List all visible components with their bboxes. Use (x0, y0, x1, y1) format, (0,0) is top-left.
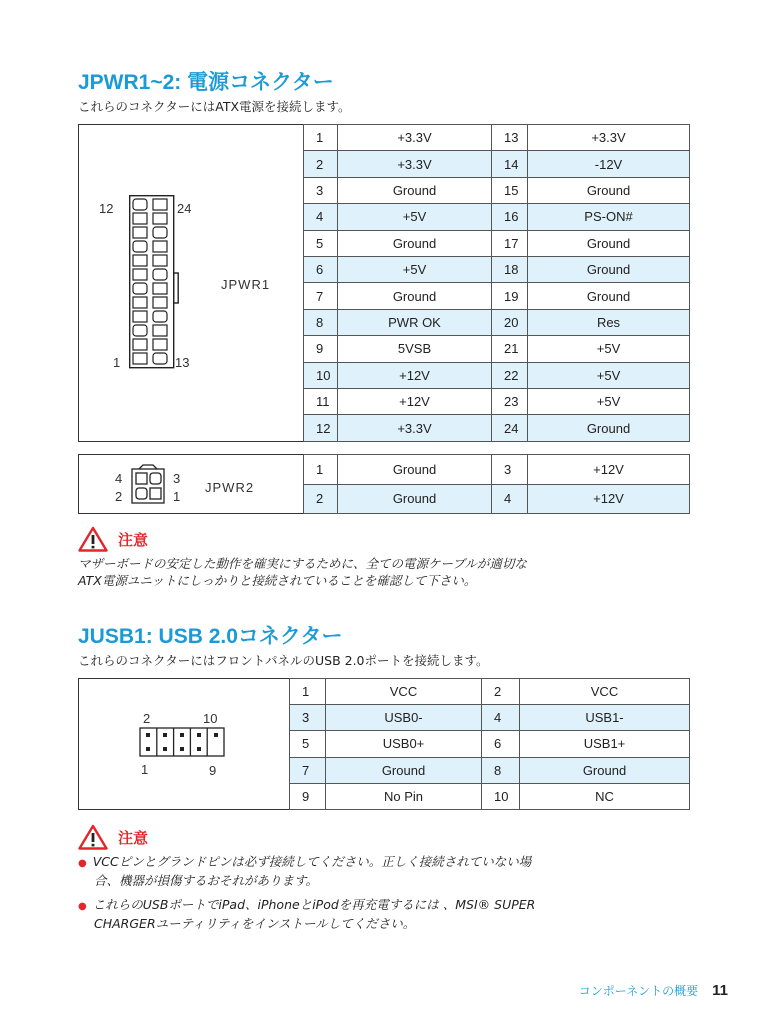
caution-text (78, 555, 527, 589)
connector-pin (133, 339, 147, 350)
footer-section-name: コンポーネントの概要 (578, 984, 699, 998)
jpwr1-corner-label: 12 (99, 201, 114, 216)
caution-bullet-line: これらのUSBポートでiPad、iPhoneとiPodを再充電するには 、MSI® SUPER (92, 897, 536, 912)
caution-bullet-line: CHARGERユーティリティをインストールしてください。 (94, 916, 416, 931)
pin-signal: USB0- (326, 705, 482, 731)
pin-signal: +3.3V (528, 125, 690, 151)
connector-pin (133, 325, 147, 336)
jpwr2-diagram-box (78, 454, 304, 514)
jusb1-corner-label: 10 (203, 711, 218, 726)
pin-signal: PS-ON# (528, 204, 690, 230)
caution-bullet (78, 853, 531, 889)
pin-number: 4 (304, 204, 338, 230)
pin-number: 14 (492, 151, 528, 177)
connector-pin (153, 213, 167, 224)
pin-number: 18 (492, 257, 528, 283)
pin-signal: 5VSB (338, 336, 492, 362)
pin-number: 5 (290, 731, 326, 757)
pin-signal: +5V (528, 362, 690, 388)
pin-signal: Res (528, 309, 690, 335)
pin-signal: Ground (528, 283, 690, 309)
pin-signal: Ground (326, 757, 482, 783)
connector-pin (133, 353, 147, 364)
table-row (304, 362, 690, 388)
section-description-jpwr: これらのコネクターにはATX電源を接続します。 (78, 99, 351, 114)
pin-signal: Ground (338, 230, 492, 256)
jpwr1-connector-icon (129, 195, 179, 371)
pin-signal: USB1+ (520, 731, 690, 757)
jpwr2-pin-table (303, 454, 690, 514)
pin-number: 13 (492, 125, 528, 151)
pin-number: 1 (304, 125, 338, 151)
pin-signal: VCC (520, 679, 690, 705)
pin-number: 7 (290, 757, 326, 783)
pin-signal: -12V (528, 151, 690, 177)
connector-pin (133, 241, 147, 252)
table-row (304, 415, 690, 442)
pin-signal: USB1- (520, 705, 690, 731)
connector-pin (133, 227, 147, 238)
pin-number: 6 (304, 257, 338, 283)
connector-pin (153, 311, 167, 322)
table-row (304, 336, 690, 362)
caution-bullet-line: VCCピンとグランドピンは必ず接続してください。正しく接続されていない場 (92, 854, 532, 869)
pin-signal: Ground (338, 484, 492, 514)
pin-signal: +12V (528, 455, 690, 485)
section-title-jpwr: JPWR1~2: 電源コネクター (78, 71, 334, 94)
pin-number: 9 (304, 336, 338, 362)
table-row (290, 757, 690, 783)
jpwr1-pin-table (303, 124, 690, 442)
jusb1-corner-label: 2 (143, 711, 151, 726)
pin-signal: +3.3V (338, 415, 492, 442)
table-row (304, 283, 690, 309)
table-row (304, 151, 690, 177)
caution-header (78, 526, 148, 552)
jpwr2-corner-label: 2 (115, 489, 123, 504)
pin-signal: No Pin (326, 783, 482, 809)
connector-pin (153, 297, 167, 308)
jpwr1-label: JPWR1 (221, 277, 271, 292)
connector-pin (153, 255, 167, 266)
pin-number: 11 (304, 389, 338, 415)
table-row (304, 455, 690, 485)
pin-number: 24 (492, 415, 528, 442)
jpwr1-corner-label: 13 (175, 355, 190, 370)
table-row (304, 389, 690, 415)
section-title-jusb: JUSB1: USB 2.0コネクター (78, 625, 343, 648)
connector-pin (153, 339, 167, 350)
connector-pin (133, 283, 147, 294)
connector-pin (133, 311, 147, 322)
pin-signal: +12V (338, 362, 492, 388)
caution-line: ATX電源ユニットにしっかりと接続されていることを確認して下さい。 (78, 573, 477, 588)
pin-number: 20 (492, 309, 528, 335)
table-row (304, 309, 690, 335)
pin-signal: +3.3V (338, 151, 492, 177)
pin-number: 2 (482, 679, 520, 705)
pin-number: 3 (304, 177, 338, 203)
caution-title: 注意 (118, 530, 149, 549)
pin-signal: NC (520, 783, 690, 809)
connector-pin (153, 353, 167, 364)
table-row (290, 731, 690, 757)
table-row (290, 705, 690, 731)
pin-number: 1 (290, 679, 326, 705)
page-number: 11 (712, 982, 728, 999)
pin-signal: +5V (528, 389, 690, 415)
pin-signal: +3.3V (338, 125, 492, 151)
table-row (304, 204, 690, 230)
table-row (290, 783, 690, 809)
connector-pin (133, 199, 147, 210)
jusb1-connector-icon (139, 727, 225, 757)
caution-header (78, 824, 148, 850)
pin-number: 15 (492, 177, 528, 203)
pin-number: 3 (290, 705, 326, 731)
jpwr1-diagram-box (78, 124, 304, 442)
connector-pin (153, 325, 167, 336)
pin-signal: PWR OK (338, 309, 492, 335)
pin-number: 6 (482, 731, 520, 757)
warning-icon (78, 824, 108, 850)
jpwr2-corner-label: 3 (173, 471, 181, 486)
bullet-dot-icon: ● (78, 901, 87, 912)
pin-signal: +12V (528, 484, 690, 514)
pin-signal: Ground (528, 177, 690, 203)
pin-number: 22 (492, 362, 528, 388)
jusb1-corner-label: 1 (141, 762, 149, 777)
pin-number: 4 (492, 484, 528, 514)
section-description-jusb: これらのコネクターにはフロントパネルのUSB 2.0ポートを接続します。 (78, 653, 489, 668)
connector-pin (133, 269, 147, 280)
pin-signal: +12V (338, 389, 492, 415)
pin-signal: Ground (528, 415, 690, 442)
pin-number: 21 (492, 336, 528, 362)
pin-number: 10 (482, 783, 520, 809)
connector-pin (153, 241, 167, 252)
jpwr2-connector-icon (131, 463, 167, 505)
pin-signal: USB0+ (326, 731, 482, 757)
pin-number: 12 (304, 415, 338, 442)
pin-number: 23 (492, 389, 528, 415)
pin-number: 17 (492, 230, 528, 256)
warning-icon (78, 526, 108, 552)
jpwr2-label: JPWR2 (205, 480, 255, 495)
pin-signal: VCC (326, 679, 482, 705)
connector-pin (133, 297, 147, 308)
connector-pin (153, 227, 167, 238)
pin-number: 4 (482, 705, 520, 731)
connector-pin (153, 199, 167, 210)
jusb1-corner-label: 9 (209, 763, 217, 778)
pin-signal: +5V (338, 257, 492, 283)
pin-number: 8 (304, 309, 338, 335)
pin-number: 2 (304, 151, 338, 177)
pin-signal: Ground (338, 177, 492, 203)
jpwr1-corner-label: 1 (113, 355, 121, 370)
jpwr2-corner-label: 4 (115, 471, 123, 486)
caution-bullet (78, 896, 535, 932)
pin-signal: Ground (338, 455, 492, 485)
pin-number: 8 (482, 757, 520, 783)
jpwr2-corner-label: 1 (173, 489, 181, 504)
pin-number: 5 (304, 230, 338, 256)
table-row (304, 484, 690, 514)
jusb1-diagram-box (78, 678, 290, 810)
pin-number: 19 (492, 283, 528, 309)
caution-bullet-line: 合、機器が損傷するおそれがあります。 (94, 873, 319, 888)
table-row (304, 177, 690, 203)
table-row (304, 125, 690, 151)
bullet-dot-icon: ● (78, 858, 87, 869)
table-row (304, 257, 690, 283)
pin-signal: Ground (528, 230, 690, 256)
table-row (304, 230, 690, 256)
connector-pin (153, 269, 167, 280)
pin-signal: Ground (528, 257, 690, 283)
connector-pin (133, 255, 147, 266)
pin-number: 16 (492, 204, 528, 230)
pin-number: 3 (492, 455, 528, 485)
pin-number: 7 (304, 283, 338, 309)
jusb1-pin-table (289, 678, 690, 810)
table-row (290, 679, 690, 705)
pin-signal: +5V (528, 336, 690, 362)
pin-number: 9 (290, 783, 326, 809)
connector-pin (153, 283, 167, 294)
page-footer (579, 982, 728, 999)
pin-number: 10 (304, 362, 338, 388)
caution-title: 注意 (118, 828, 149, 847)
caution-line: マザーボードの安定した動作を確実にするために、全ての電源ケーブルが適切な (78, 556, 527, 571)
connector-pin (133, 213, 147, 224)
pin-number: 2 (304, 484, 338, 514)
pin-number: 1 (304, 455, 338, 485)
pin-signal: Ground (520, 757, 690, 783)
pin-signal: +5V (338, 204, 492, 230)
pin-signal: Ground (338, 283, 492, 309)
jpwr1-corner-label: 24 (177, 201, 192, 216)
